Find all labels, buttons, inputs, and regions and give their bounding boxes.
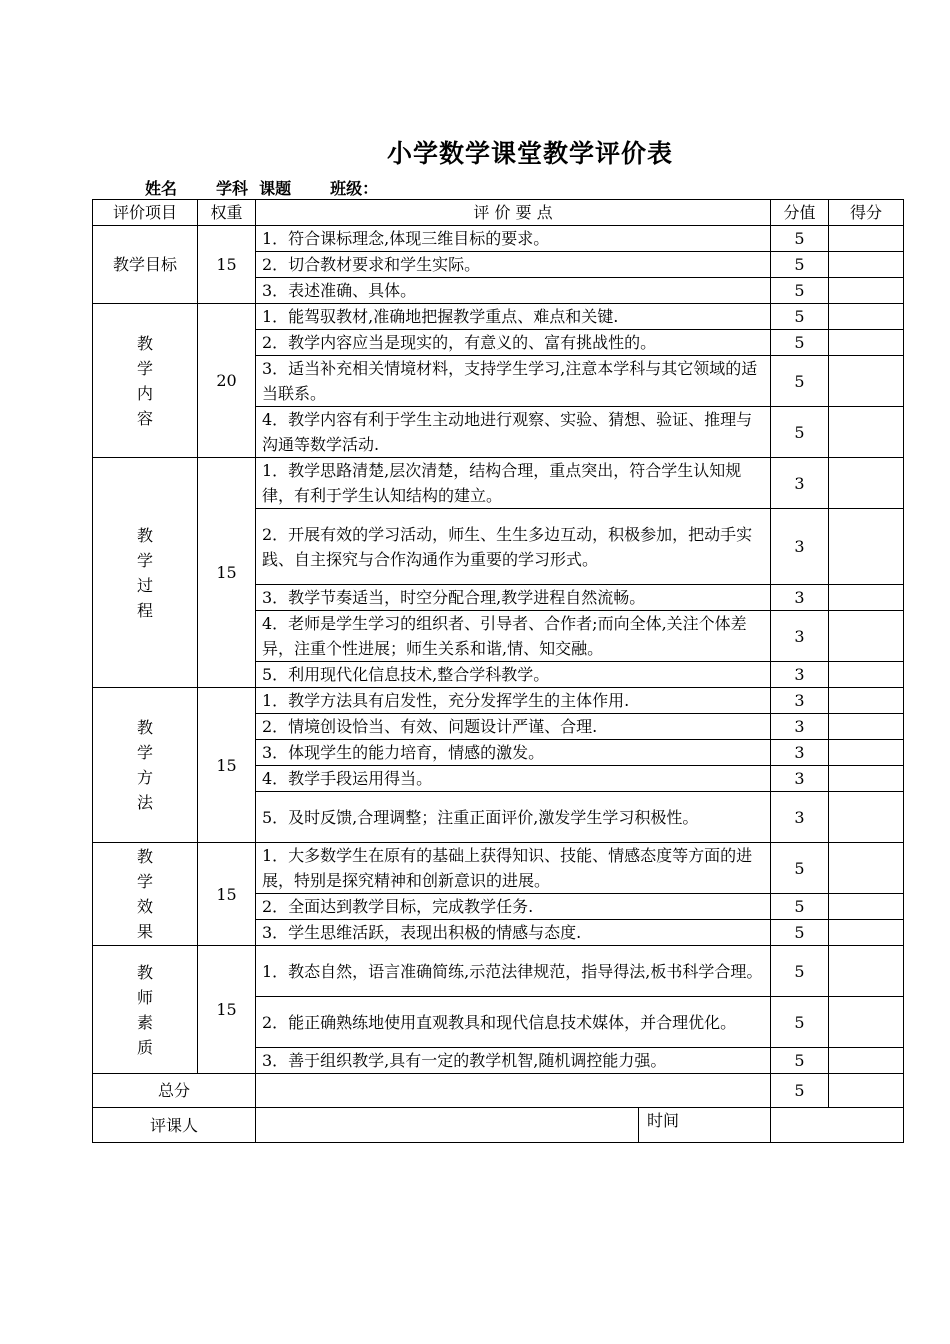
category-char: 学 — [136, 872, 153, 891]
score-input-cell[interactable] — [829, 252, 904, 278]
reviewer-row — [93, 1108, 904, 1143]
score-value: 3 — [771, 688, 829, 714]
score-input-cell[interactable] — [829, 662, 904, 688]
header-row — [93, 200, 904, 226]
score-input-cell[interactable] — [829, 946, 904, 997]
category-char: 学 — [136, 743, 153, 762]
score-input-cell[interactable] — [829, 226, 904, 252]
criterion-text: 4．教学手段运用得当。 — [256, 766, 771, 792]
score-value: 3 — [771, 792, 829, 843]
time-input[interactable] — [771, 1108, 904, 1143]
score-value: 3 — [771, 662, 829, 688]
score-input-cell[interactable] — [829, 356, 904, 407]
score-value: 3 — [771, 714, 829, 740]
weight-cell: 15 — [198, 843, 256, 946]
header-category: 评价项目 — [93, 200, 198, 226]
criterion-text: 2．教学内容应当是现实的，有意义的、富有挑战性的。 — [256, 330, 771, 356]
weight-cell: 15 — [198, 458, 256, 688]
table-row — [93, 946, 904, 997]
table-row — [93, 458, 904, 509]
category-char: 法 — [136, 793, 153, 812]
criterion-text: 2．开展有效的学习活动，师生、生生多边互动，积极参加，把动手实践、自主探究与合作沟通作为重要的学习形式。 — [256, 509, 771, 585]
category-char: 素 — [136, 1012, 153, 1032]
score-value: 5 — [771, 226, 829, 252]
category-char: 容 — [136, 408, 153, 428]
category-char: 质 — [136, 1037, 153, 1057]
category-char: 过 — [136, 575, 153, 595]
category-char: 学 — [136, 550, 153, 570]
score-input-cell[interactable] — [829, 792, 904, 843]
category-char: 效 — [136, 897, 153, 916]
score-input-cell[interactable] — [829, 1048, 904, 1074]
table-row — [93, 688, 904, 714]
reviewer-label: 评课人 — [93, 1108, 256, 1143]
evaluation-table — [92, 199, 904, 1143]
total-blank — [256, 1074, 771, 1108]
category-char: 教 — [136, 718, 153, 737]
category-char: 学 — [136, 358, 153, 378]
score-value: 3 — [771, 611, 829, 662]
category-char: 教 — [136, 962, 153, 982]
score-value: 3 — [771, 509, 829, 585]
criterion-text: 1．教学方法具有启发性，充分发挥学生的主体作用. — [256, 688, 771, 714]
score-input-cell[interactable] — [829, 740, 904, 766]
score-input-cell[interactable] — [829, 585, 904, 611]
score-input-cell[interactable] — [829, 509, 904, 585]
weight-cell: 15 — [198, 226, 256, 304]
score-value: 5 — [771, 997, 829, 1048]
score-value: 3 — [771, 458, 829, 509]
criterion-text: 3．表述准确、具体。 — [256, 278, 771, 304]
weight-cell: 15 — [198, 946, 256, 1074]
score-value: 3 — [771, 740, 829, 766]
header-points: 评 价 要 点 — [256, 200, 771, 226]
criterion-text: 1．大多数学生在原有的基础上获得知识、技能、情感态度等方面的进展，特别是探究精神和创新意识的进展。 — [256, 843, 771, 894]
header-weight: 权重 — [198, 200, 256, 226]
criterion-text: 3．教学节奏适当，时空分配合理,教学进程自然流畅。 — [256, 585, 771, 611]
criterion-text: 1．符合课标理念,体现三维目标的要求。 — [256, 226, 771, 252]
total-row — [93, 1074, 904, 1108]
score-value: 5 — [771, 843, 829, 894]
criterion-text: 2．切合教材要求和学生实际。 — [256, 252, 771, 278]
score-input-cell[interactable] — [829, 920, 904, 946]
score-input-cell[interactable] — [829, 843, 904, 894]
score-input-cell[interactable] — [829, 278, 904, 304]
score-value: 3 — [771, 766, 829, 792]
score-input-cell[interactable] — [829, 894, 904, 920]
score-value: 5 — [771, 330, 829, 356]
reviewer-input[interactable] — [256, 1108, 639, 1142]
criterion-text: 2．情境创设恰当、有效、问题设计严谨、合理. — [256, 714, 771, 740]
table-row — [93, 843, 904, 894]
category-cell — [93, 946, 198, 1074]
category-cell — [93, 458, 198, 688]
table-row — [93, 304, 904, 330]
category-cell — [93, 843, 198, 946]
score-value: 5 — [771, 252, 829, 278]
score-input-cell[interactable] — [829, 611, 904, 662]
score-value: 5 — [771, 407, 829, 458]
info-line: 姓名 学科 课题 班级： — [145, 179, 379, 198]
weight-cell: 20 — [198, 304, 256, 458]
score-input-cell[interactable] — [829, 766, 904, 792]
header-score-value: 分值 — [771, 200, 829, 226]
reviewer-split — [256, 1108, 771, 1143]
criterion-text: 4．老师是学生学习的组织者、引导者、合作者;而向全体,关注个体差异，注重个性进展；师生关系和谐,情、知交融。 — [256, 611, 771, 662]
time-label: 时间 — [647, 1111, 680, 1130]
score-value: 5 — [771, 356, 829, 407]
category-cell — [93, 304, 198, 458]
score-input-cell[interactable] — [829, 330, 904, 356]
criterion-text: 4．教学内容有利于学生主动地进行观察、实验、猜想、验证、推理与沟通等数学活动. — [256, 407, 771, 458]
score-value: 5 — [771, 304, 829, 330]
criterion-text: 1．教学思路清楚,层次清楚，结构合理，重点突出，符合学生认知规律，有利于学生认知结构的建立。 — [256, 458, 771, 509]
criterion-text: 5．利用现代化信息技术,整合学科教学。 — [256, 662, 771, 688]
criterion-text: 5．及时反馈,合理调整；注重正面评价,激发学生学习积极性。 — [256, 792, 771, 843]
criterion-text: 2．能正确熟练地使用直观教具和现代信息技术媒体，并合理优化。 — [256, 997, 771, 1048]
criterion-text: 3．善于组织教学,具有一定的教学机智,随机调控能力强。 — [256, 1048, 771, 1074]
total-label: 总分 — [93, 1074, 256, 1108]
score-input-cell[interactable] — [829, 997, 904, 1048]
total-score-input[interactable] — [829, 1074, 904, 1108]
score-value: 5 — [771, 1048, 829, 1074]
category-char: 师 — [136, 987, 153, 1007]
score-input-cell[interactable] — [829, 714, 904, 740]
category-char: 教 — [136, 333, 153, 353]
category-char: 内 — [136, 383, 153, 403]
header-score-got: 得分 — [829, 200, 904, 226]
total-score-value: 5 — [771, 1074, 829, 1108]
criterion-text: 2．全面达到教学目标，完成教学任务. — [256, 894, 771, 920]
weight-cell: 15 — [198, 688, 256, 843]
criterion-text: 3．体现学生的能力培育，情感的激发。 — [256, 740, 771, 766]
category-char: 教 — [136, 847, 153, 866]
category-char: 果 — [136, 922, 153, 941]
category-cell — [93, 688, 198, 843]
criterion-text: 1．能驾驭教材,准确地把握教学重点、难点和关键. — [256, 304, 771, 330]
page-title: 小学数学课堂教学评价表 — [386, 139, 673, 168]
score-input-cell[interactable] — [829, 304, 904, 330]
score-value: 5 — [771, 946, 829, 997]
score-value: 5 — [771, 894, 829, 920]
score-value: 3 — [771, 585, 829, 611]
category-cell: 教学目标 — [93, 226, 198, 304]
score-input-cell[interactable] — [829, 407, 904, 458]
score-value: 5 — [771, 920, 829, 946]
category-char: 教 — [136, 525, 153, 545]
category-char: 程 — [136, 600, 153, 620]
category-char: 方 — [136, 768, 153, 787]
criterion-text: 3．学生思维活跃，表现出积极的情感与态度. — [256, 920, 771, 946]
criterion-text: 1．教态自然，语言准确简练,示范法律规范，指导得法,板书科学合理。 — [256, 946, 771, 997]
table-row — [93, 226, 904, 252]
score-value: 5 — [771, 278, 829, 304]
score-input-cell[interactable] — [829, 458, 904, 509]
criterion-text: 3．适当补充相关情境材料，支持学生学习,注意本学科与其它领域的适当联系。 — [256, 356, 771, 407]
score-input-cell[interactable] — [829, 688, 904, 714]
